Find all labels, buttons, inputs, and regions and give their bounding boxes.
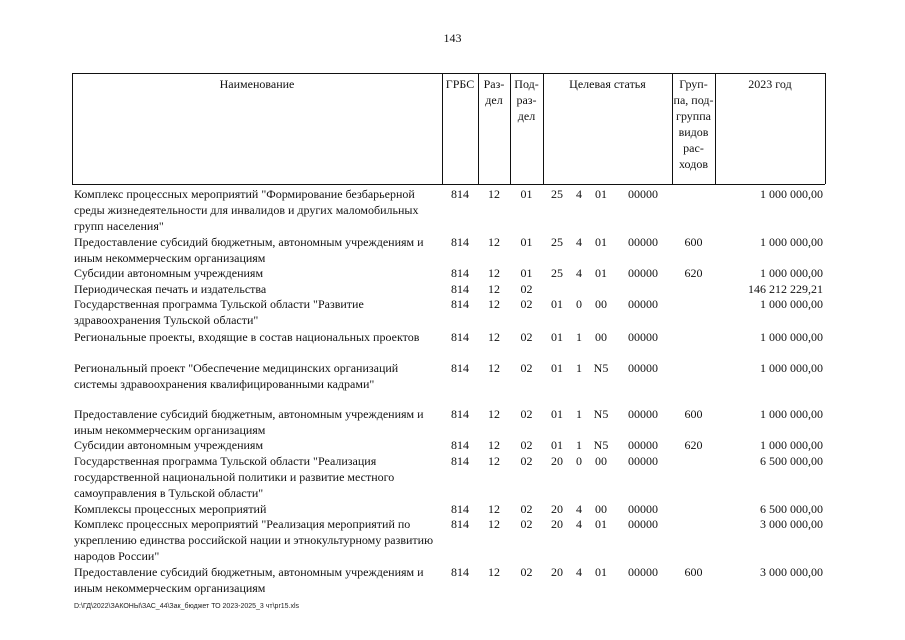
row-target-program: 01 [551, 361, 563, 375]
row-target-group: 01 [595, 235, 607, 249]
row-grbs: 814 [451, 235, 469, 249]
header-vid-line: ходов [679, 157, 708, 171]
header-razdel-line: дел [485, 93, 503, 107]
row-name: Государственная программа Тульской области "Реализация государственной национальной политики и развитие местного самоуправления в Тульской области" [74, 454, 395, 500]
row-target-type: 4 [576, 235, 582, 249]
row-target-group: 00 [595, 454, 607, 468]
row-target-program: 20 [551, 517, 563, 531]
row-razdel: 12 [488, 517, 500, 531]
header-vid-line: па, под- [673, 93, 714, 107]
row-grbs: 814 [451, 282, 469, 296]
row-target-group: 00 [595, 297, 607, 311]
row-target-type: 4 [576, 502, 582, 516]
row-target-group: N5 [593, 438, 609, 452]
page-number: 143 [443, 31, 462, 45]
row-vid: 600 [684, 235, 703, 249]
row-target-direction: 00000 [628, 517, 658, 531]
row-target-direction: 00000 [628, 361, 658, 375]
row-target-direction: 00000 [628, 330, 658, 344]
row-grbs: 814 [451, 407, 469, 421]
row-razdel: 12 [488, 297, 500, 311]
row-amount: 3 000 000,00 [760, 565, 823, 579]
row-target-program: 25 [551, 266, 563, 280]
row-target-program: 25 [551, 235, 563, 249]
row-grbs: 814 [451, 187, 469, 201]
row-target-direction: 00000 [628, 187, 658, 201]
row-razdel: 12 [488, 438, 500, 452]
header-name: Наименование [219, 77, 295, 91]
row-grbs: 814 [451, 361, 469, 375]
row-target-program: 20 [551, 565, 563, 579]
row-name: Комплексы процессных мероприятий [74, 502, 267, 516]
row-target-direction: 00000 [628, 565, 658, 579]
header-razdel-line: Раз- [483, 77, 505, 91]
row-target-group: 00 [595, 330, 607, 344]
header-vid-line: Груп- [679, 77, 708, 91]
row-target-direction: 00000 [628, 407, 658, 421]
row-grbs: 814 [451, 297, 469, 311]
row-grbs: 814 [451, 454, 469, 468]
row-target-program: 25 [551, 187, 563, 201]
row-target-type: 0 [576, 454, 582, 468]
row-target-group: 01 [595, 517, 607, 531]
row-target-group: 01 [595, 266, 607, 280]
row-vid: 600 [684, 565, 703, 579]
row-podrazdel: 02 [520, 407, 533, 421]
row-grbs: 814 [451, 517, 469, 531]
row-target-program: 20 [551, 502, 563, 516]
row-podrazdel: 02 [520, 330, 533, 344]
row-name: Комплекс процессных мероприятий "Формирование безбарьерной среды жизнедеятельности для инвалидов и других маломобильных групп населения" [74, 187, 419, 233]
header-podrazdel-line: Под- [514, 77, 539, 91]
row-target-group: 01 [595, 187, 607, 201]
row-grbs: 814 [451, 266, 469, 280]
row-amount: 6 500 000,00 [760, 502, 823, 516]
row-amount: 1 000 000,00 [760, 438, 823, 452]
row-target-program: 01 [551, 330, 563, 344]
row-amount: 146 212 229,21 [748, 282, 823, 296]
row-razdel: 12 [488, 266, 500, 280]
row-name: Региональные проекты, входящие в состав национальных проектов [74, 330, 420, 344]
row-target-group: 00 [595, 502, 607, 516]
row-razdel: 12 [488, 235, 500, 249]
row-target-program: 01 [551, 407, 563, 421]
header-vid-line: группа [676, 109, 711, 123]
row-grbs: 814 [451, 565, 469, 579]
row-target-direction: 00000 [628, 297, 658, 311]
row-grbs: 814 [451, 438, 469, 452]
row-razdel: 12 [488, 361, 500, 375]
header-year: 2023 год [748, 77, 792, 91]
row-amount: 1 000 000,00 [760, 407, 823, 421]
row-amount: 1 000 000,00 [760, 266, 823, 280]
row-target-type: 1 [576, 361, 582, 375]
row-target-type: 4 [576, 517, 582, 531]
row-vid: 600 [684, 407, 703, 421]
header-podrazdel-line: дел [517, 109, 536, 123]
row-podrazdel: 02 [520, 438, 533, 452]
row-podrazdel: 02 [520, 454, 533, 468]
row-name: Предоставление субсидий бюджетным, автономным учреждениям и иным некоммерческим организациям [74, 235, 424, 265]
row-target-program: 20 [551, 454, 563, 468]
row-podrazdel: 02 [520, 297, 533, 311]
row-razdel: 12 [488, 282, 500, 296]
row-target-type: 4 [576, 565, 582, 579]
row-podrazdel: 02 [520, 361, 533, 375]
row-podrazdel: 02 [520, 282, 533, 296]
row-name: Субсидии автономным учреждениям [74, 438, 264, 452]
row-target-type: 1 [576, 438, 582, 452]
header-vid-line: рас- [683, 141, 704, 155]
row-name: Комплекс процессных мероприятий "Реализация мероприятий по укреплению единства российской нации и этнокультурному развитию народов России" [74, 517, 434, 563]
row-target-type: 4 [576, 266, 582, 280]
row-target-direction: 00000 [628, 266, 658, 280]
file-path-footer: D:\ГД\2022\ЗАКОНЫ\ЗАС_44\Зак_бюджет ТО 2023-2025_3 чт\pr15.xls [74, 603, 300, 610]
row-target-type: 0 [576, 297, 582, 311]
row-target-type: 4 [576, 187, 582, 201]
row-podrazdel: 02 [520, 517, 533, 531]
header-vid-line: видов [678, 125, 709, 139]
row-razdel: 12 [488, 565, 500, 579]
row-target-program: 01 [551, 438, 563, 452]
row-razdel: 12 [488, 187, 500, 201]
row-podrazdel: 02 [520, 502, 533, 516]
row-podrazdel: 01 [520, 187, 533, 201]
row-amount: 1 000 000,00 [760, 361, 823, 375]
row-vid: 620 [684, 266, 703, 280]
row-target-group: 01 [595, 565, 607, 579]
row-razdel: 12 [488, 454, 500, 468]
row-target-direction: 00000 [628, 438, 658, 452]
row-podrazdel: 01 [520, 235, 533, 249]
row-name: Региональный проект "Обеспечение медицинских организаций системы здравоохранения квалифицированными кадрами" [74, 361, 399, 391]
row-razdel: 12 [488, 330, 500, 344]
row-target-program: 01 [551, 297, 563, 311]
row-target-type: 1 [576, 330, 582, 344]
row-vid: 620 [684, 438, 703, 452]
row-name: Субсидии автономным учреждениям [74, 266, 264, 280]
header-grbs: ГРБС [445, 77, 475, 91]
row-amount: 1 000 000,00 [760, 187, 823, 201]
row-target-group: N5 [593, 361, 609, 375]
row-amount: 3 000 000,00 [760, 517, 823, 531]
row-target-group: N5 [593, 407, 609, 421]
row-podrazdel: 02 [520, 565, 533, 579]
row-target-direction: 00000 [628, 235, 658, 249]
row-target-type: 1 [576, 407, 582, 421]
row-name: Периодическая печать и издательства [74, 282, 267, 296]
row-name: Предоставление субсидий бюджетным, автономным учреждениям и иным некоммерческим организациям [74, 565, 424, 595]
row-amount: 6 500 000,00 [760, 454, 823, 468]
row-amount: 1 000 000,00 [760, 297, 823, 311]
header-podrazdel-line: раз- [516, 93, 537, 107]
row-amount: 1 000 000,00 [760, 330, 823, 344]
row-grbs: 814 [451, 330, 469, 344]
row-target-direction: 00000 [628, 454, 658, 468]
row-podrazdel: 01 [520, 266, 533, 280]
row-amount: 1 000 000,00 [760, 235, 823, 249]
header-target: Целевая статья [569, 77, 646, 91]
row-razdel: 12 [488, 407, 500, 421]
row-name: Предоставление субсидий бюджетным, автономным учреждениям и иным некоммерческим организациям [74, 407, 424, 437]
row-target-direction: 00000 [628, 502, 658, 516]
row-grbs: 814 [451, 502, 469, 516]
row-razdel: 12 [488, 502, 500, 516]
row-name: Государственная программа Тульской области "Развитие здравоохранения Тульской области" [74, 297, 364, 327]
